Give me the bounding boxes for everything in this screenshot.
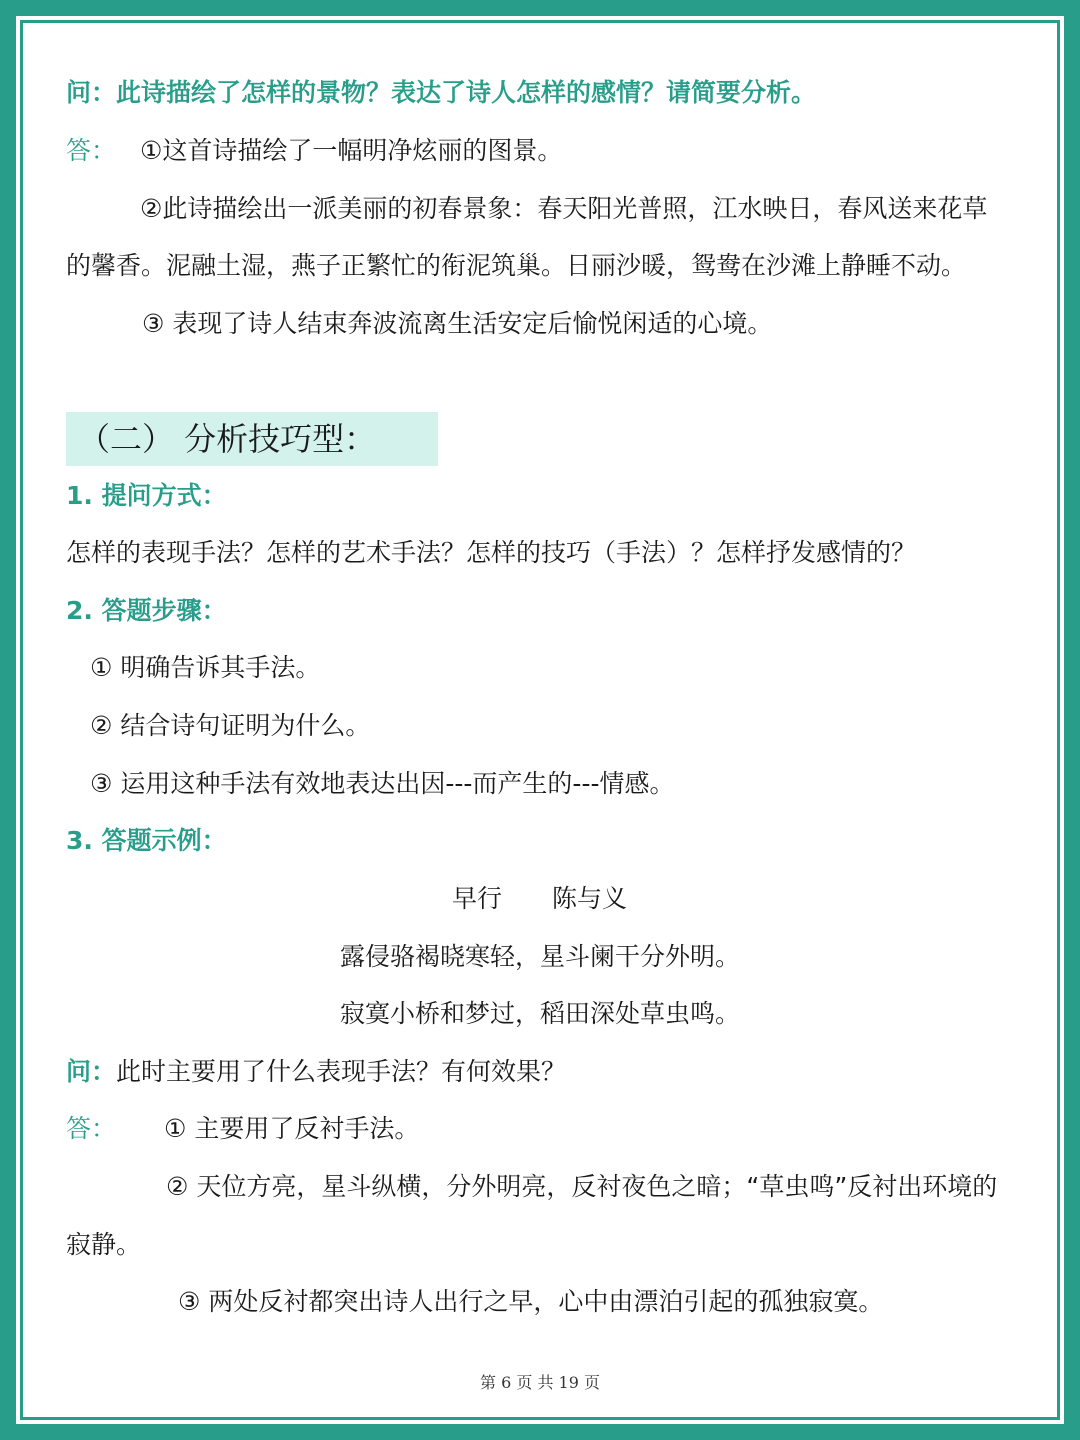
section-title: （二） 分析技巧型： — [78, 420, 377, 458]
poem-line-1: 露侵骆褐晓寒轻，星斗阑干分外明。 — [339, 942, 740, 971]
answer-2-prefix: 答： — [66, 1114, 117, 1143]
answer-1-item-2-line-1: ②此诗描绘出一派美丽的初春景象：春天阳光普照，江水映日，春风送来花草 — [140, 194, 988, 223]
step-1: ① 明确告诉其手法。 — [90, 653, 321, 682]
part-1-heading: 1. 提问方式： — [66, 481, 227, 510]
poem-line-2: 寂寞小桥和梦过，稻田深处草虫鸣。 — [339, 999, 740, 1028]
page-number-footer: 第 6 页 共 19 页 — [480, 1373, 600, 1392]
answer-2-item-2-line-1: ② 天位方亮，星斗纵横，分外明亮，反衬夜色之暗；“草虫鸣”反衬出环境的 — [166, 1172, 998, 1201]
poem-author: 陈与义 — [552, 884, 628, 913]
question-1-prefix: 问： — [66, 78, 117, 107]
answer-1-item-3: ③ 表现了诗人结束奔波流离生活安定后愉悦闲适的心境。 — [142, 309, 773, 338]
part-1-text: 怎样的表现手法？怎样的艺术手法？怎样的技巧（手法）？怎样抒发感情的？ — [66, 538, 917, 567]
step-2: ② 结合诗句证明为什么。 — [90, 711, 371, 740]
answer-1-prefix: 答： — [66, 136, 117, 165]
question-1-text: 此诗描绘了怎样的景物？表达了诗人怎样的感情？请简要分析。 — [116, 78, 817, 107]
answer-1-row — [66, 134, 116, 168]
step-3: ③ 运用这种手法有效地表达出因---而产生的---情感。 — [90, 769, 675, 798]
answer-2-item-1: ① 主要用了反衬手法。 — [164, 1114, 420, 1143]
poem-title: 早行 — [452, 884, 503, 913]
question-2-text: 此时主要用了什么表现手法？有何效果？ — [116, 1057, 567, 1086]
question-2 — [66, 1055, 566, 1089]
part-2-heading: 2. 答题步骤： — [66, 596, 227, 625]
question-2-prefix: 问： — [66, 1057, 117, 1086]
answer-1-item-1: ①这首诗描绘了一幅明净炫丽的图景。 — [140, 136, 563, 165]
part-3-heading: 3. 答题示例： — [66, 826, 227, 855]
answer-2-item-3: ③ 两处反衬都突出诗人出行之早，心中由漂泊引起的孤独寂寞。 — [178, 1287, 884, 1316]
question-1 — [66, 76, 816, 110]
answer-2-item-2-line-2: 寂静。 — [66, 1230, 142, 1259]
answer-1-item-2-line-2: 的馨香。泥融土湿，燕子正繁忙的衔泥筑巢。日丽沙暖，鸳鸯在沙滩上静睡不动。 — [66, 251, 967, 280]
